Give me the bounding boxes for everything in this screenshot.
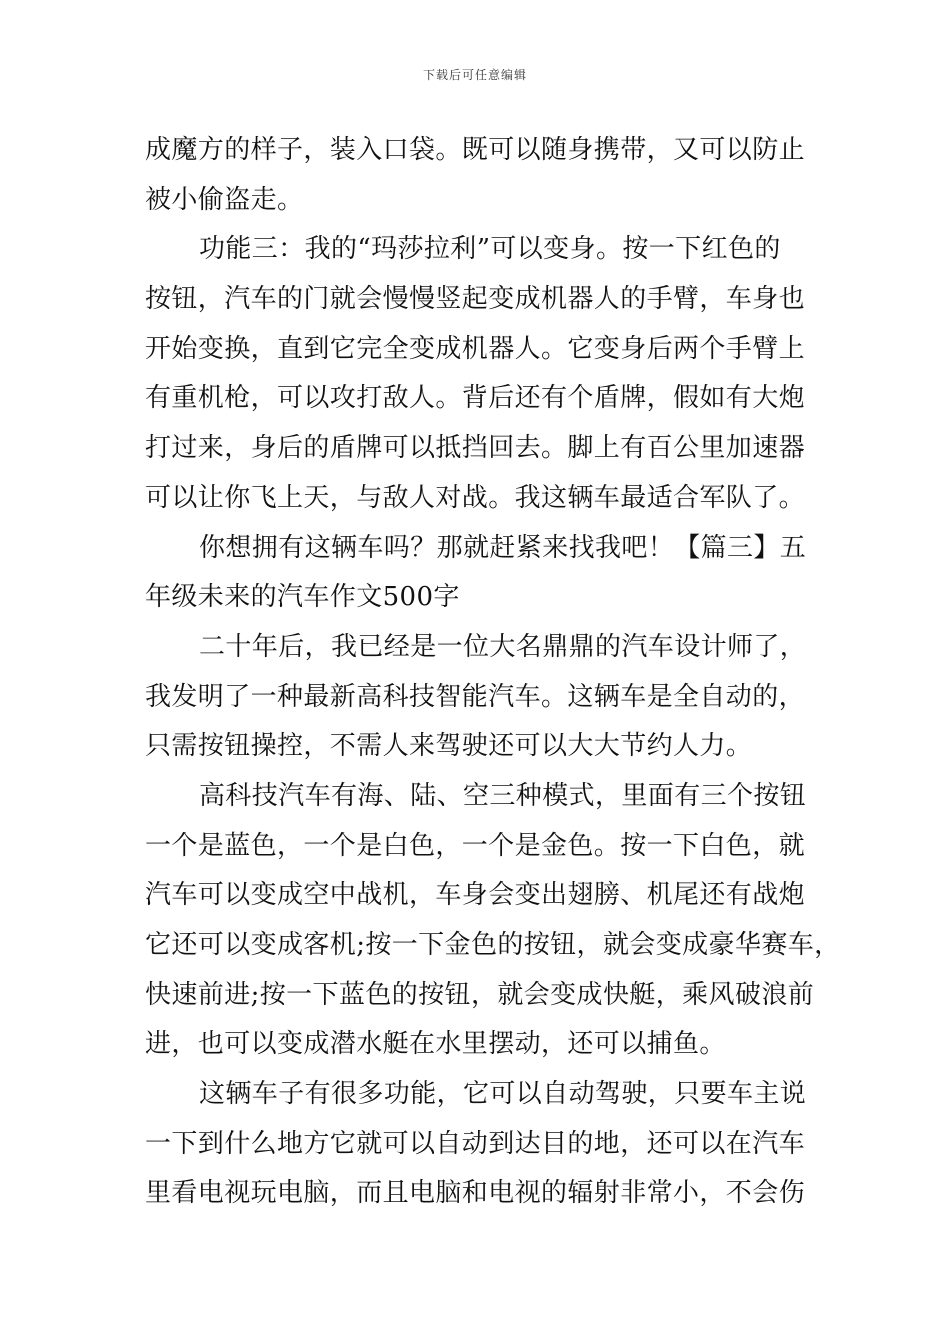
paragraph-start-line: 高科技汽车有海、陆、空三种模式，里面有三个按钮 (199, 780, 807, 811)
text-line: 它还可以变成客机;按一下金色的按钮，就会变成豪华赛车， (145, 930, 841, 960)
text-line: 汽车可以变成空中战机，车身会变出翅膀、机尾还有战炮 (145, 880, 806, 911)
paragraph-start-line: 你想拥有这辆车吗？那就赶紧来找我吧！【篇三】五 (199, 532, 807, 563)
document-body (145, 126, 841, 1219)
text-line: 进，也可以变成潜水艇在水里摆动，还可以捕鱼。 (145, 1029, 726, 1060)
paragraph-start-line: 二十年后，我已经是一位大名鼎鼎的汽车设计师了， (199, 631, 807, 662)
text-line: 按钮，汽车的门就会慢慢竖起变成机器人的手臂，车身也 (145, 284, 806, 315)
text-line: 打过来，身后的盾牌可以抵挡回去。脚上有百公里加速器 (145, 433, 806, 464)
text-line: 只需按钮操控，不需人来驾驶还可以大大节约人力。 (145, 731, 753, 762)
paragraph-start-line: 这辆车子有很多功能，它可以自动驾驶，只要车主说 (199, 1079, 807, 1110)
text-line: 有重机枪，可以攻打敌人。背后还有个盾牌，假如有大炮 (145, 383, 806, 414)
text-line: 开始变换，直到它完全变成机器人。它变身后两个手臂上 (145, 333, 806, 364)
text-line: 我发明了一种最新高科技智能汽车。这辆车是全自动的， (145, 681, 806, 712)
text-line: 可以让你飞上天，与敌人对战。我这辆车最适合军队了。 (145, 482, 806, 513)
text-line: 年级未来的汽车作文500字 (145, 582, 460, 613)
text-line: 一个是蓝色，一个是白色，一个是金色。按一下白色，就 (145, 830, 806, 861)
text-line: 被小偷盗走。 (145, 184, 304, 215)
text-line: 成魔方的样子，装入口袋。既可以随身携带，又可以防止 (145, 135, 806, 165)
text-line: 快速前进;按一下蓝色的按钮，就会变成快艇，乘风破浪前 (145, 979, 815, 1010)
text-line: 里看电视玩电脑，而且电脑和电视的辐射非常小，不会伤 (145, 1178, 806, 1209)
paragraph-start-line: 功能三：我的“玛莎拉利”可以变身。按一下红色的 (199, 234, 781, 265)
text-line: 一下到什么地方它就可以自动到达目的地，还可以在汽车 (145, 1128, 806, 1159)
page-header: 下载后可任意编辑 (422, 68, 527, 82)
